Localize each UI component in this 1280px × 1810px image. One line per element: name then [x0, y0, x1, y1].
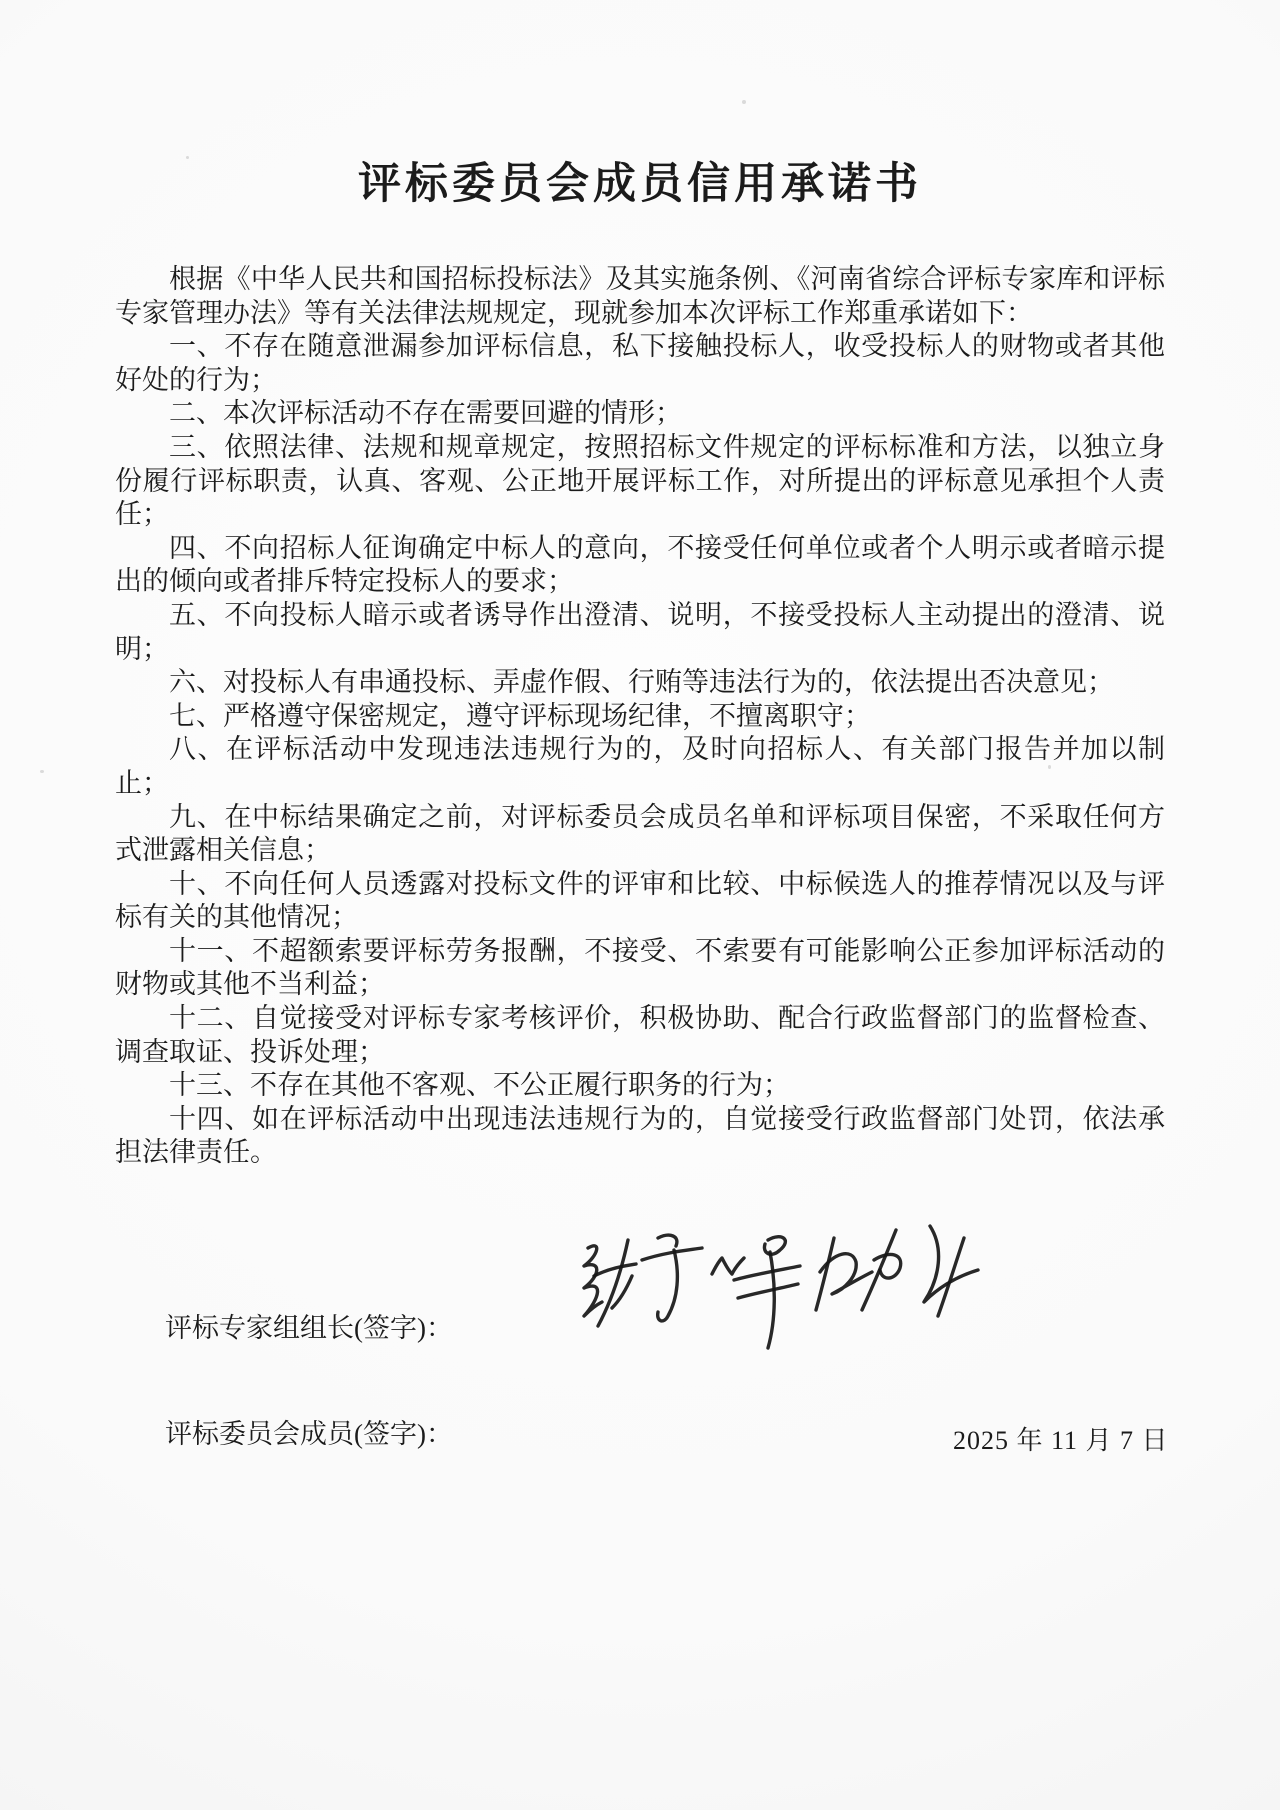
signature-label-committee-members: 评标委员会成员(签字)：: [165, 1419, 453, 1450]
scan-speck: [892, 1110, 895, 1113]
scan-speck: [1048, 765, 1051, 769]
handwritten-signature-2: [812, 1220, 992, 1337]
body-paragraph-5: 五、不向投标人暗示或者诱导作出澄清、说明，不接受投标人主动提出的澄清、说明；: [115, 599, 1165, 664]
body-paragraph-12: 十二、自觉接受对评标专家考核评价，积极协助、配合行政监督部门的监督检查、调查取证、投诉处理；: [115, 1003, 1165, 1067]
body-paragraph-7: 七、严格遵守保密规定，遵守评标现场纪律，不擅离职守；: [169, 700, 871, 731]
body-paragraph-11: 十一、不超额索要评标劳务报酬，不接受、不索要有可能影响公正参加评标活动的财物或其他不当利益；: [115, 935, 1165, 1000]
scan-speck: [186, 156, 189, 159]
scan-speck: [40, 770, 44, 773]
body-paragraph-8: 八、在评标活动中发现违法违规行为的，及时向招标人、有关部门报告并加以制止；: [115, 734, 1165, 798]
document-date: 2025 年 11 月 7 日: [953, 1426, 1169, 1455]
body-paragraph-13: 十三、不存在其他不客观、不公正履行职务的行为；: [169, 1070, 790, 1101]
body-paragraph-1: 一、不存在随意泄漏参加评标信息，私下接触投标人，收受投标人的财物或者其他好处的行为；: [115, 331, 1165, 395]
body-paragraph-4: 四、不向招标人征询确定中标人的意向，不接受任何单位或者个人明示或者暗示提出的倾向或者排斥特定投标人的要求；: [115, 532, 1165, 597]
page-title: 评标委员会成员信用承诺书: [358, 161, 922, 208]
scan-speck: [742, 100, 746, 104]
body-paragraph-3: 三、依照法律、法规和规章规定，按照招标文件规定的评标标准和方法，以独立身份履行评标职责，认真、客观、公正地开展评标工作，对所提出的评标意见承担个人责任；: [115, 431, 1165, 530]
body-paragraph-10: 十、不向任何人员透露对投标文件的评审和比较、中标候选人的推荐情况以及与评标有关的其他情况；: [115, 868, 1165, 933]
body-paragraph-14: 十四、如在评标活动中出现违法违规行为的，自觉接受行政监督部门处罚，依法承担法律责任。: [115, 1103, 1165, 1168]
body-paragraph-9: 九、在中标结果确定之前，对评标委员会成员名单和评标项目保密，不采取任何方式泄露相关信息；: [115, 801, 1165, 866]
handwritten-signature-1: [572, 1232, 812, 1359]
body-paragraph-intro: 根据《中华人民共和国招标投标法》及其实施条例、《河南省综合评标专家库和评标专家管理办法》等有关法律法规规定，现就参加本次评标工作郑重承诺如下：: [115, 264, 1165, 328]
body-paragraph-6: 六、对投标人有串通投标、弄虚作假、行贿等违法行为的，依法提出否决意见；: [169, 667, 1114, 698]
body-paragraph-2: 二、本次评标活动不存在需要回避的情形；: [169, 398, 682, 429]
document-body: [115, 263, 1165, 1170]
signature-label-expert-group-leader: 评标专家组组长(签字)：: [165, 1313, 453, 1344]
